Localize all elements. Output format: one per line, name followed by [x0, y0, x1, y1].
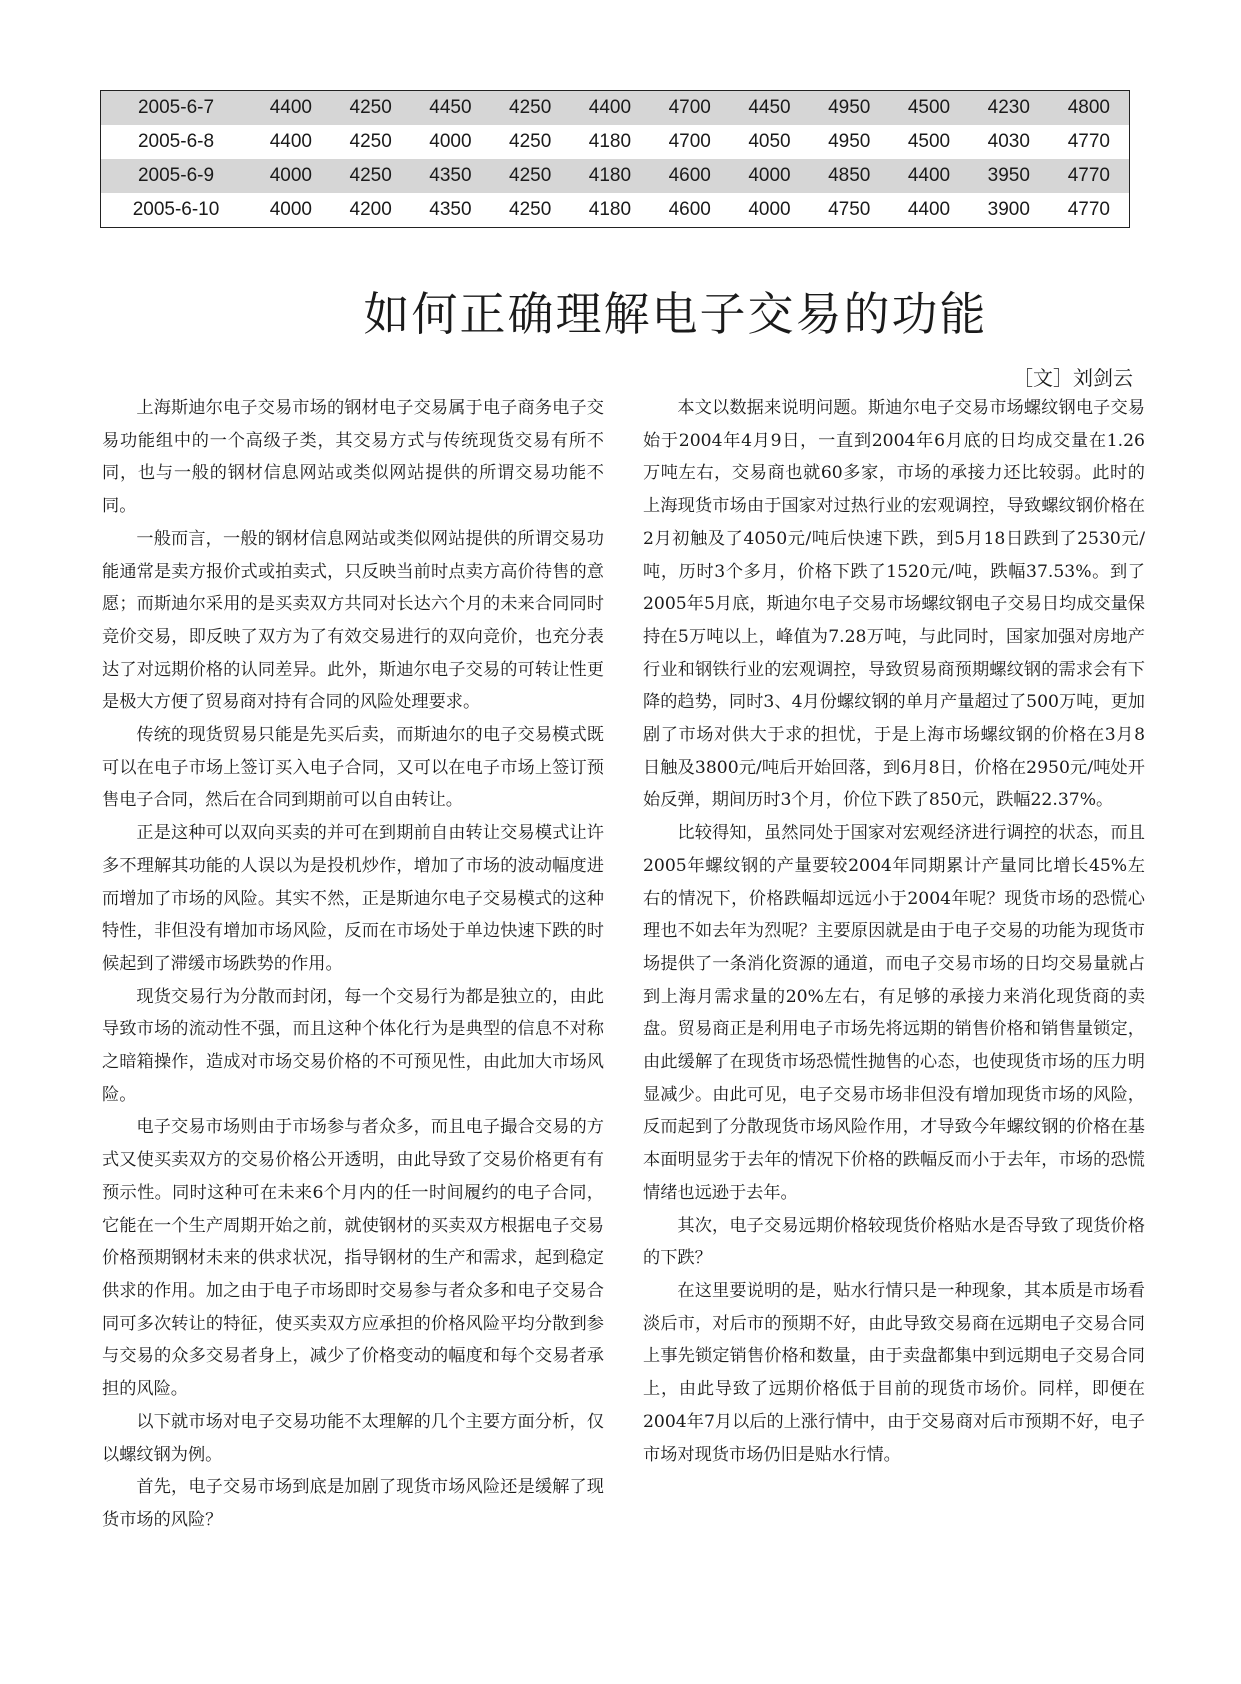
- table-cell-price: 4700: [668, 131, 711, 152]
- table-cell-date: 2005-6-10: [132, 199, 220, 220]
- table-cell-price: 4250: [509, 199, 552, 220]
- article-paragraph: 电子交易市场则由于市场参与者众多，而且电子撮合交易的方式又使买卖双方的交易价格公开透明，由此导致了交易价格更有有预示性。同时这种可在未来6个月内的任一时间履约的电子合同，它能在一个生产周期开始之前，就使钢材的买卖双方根据电子交易价格预期钢材未来的供求状况，指导钢材的生产和需求，起到稳定供求的作用。加之由于电子市场即时交易参与者众多和电子交易合同可多次转让的特征，使买卖双方应承担的价格风险平均分散到参与交易的众多交易者身上，减少了价格变动的幅度和每个交易者承担的风险。: [102, 1117, 604, 1400]
- table-cell-price: 4600: [668, 199, 711, 220]
- table-cell-date: 2005-6-7: [101, 91, 252, 126]
- table-cell-price: 4500: [889, 91, 969, 126]
- table-cell-price: 4950: [828, 131, 871, 152]
- table-cell-price: 4000: [429, 131, 472, 152]
- table-cell-price: 4850: [809, 159, 889, 193]
- table-cell-price: 4250: [509, 131, 552, 152]
- table-cell-price: 4400: [251, 91, 331, 126]
- table-cell-price: 4800: [1049, 91, 1130, 126]
- right-column: [643, 392, 1145, 1471]
- price-table: [100, 90, 1130, 228]
- article-paragraph: 上海斯迪尔电子交易市场的钢材电子交易属于电子商务电子交易功能组中的一个高级子类，其交易方式与传统现货交易有所不同，也与一般的钢材信息网站或类似网站提供的所谓交易功能不同。: [102, 398, 604, 517]
- author-byline: ［文］刘剑云: [1013, 366, 1133, 390]
- table-cell-price: 4400: [570, 91, 650, 126]
- left-column: [102, 392, 604, 1537]
- article-title: 如何正确理解电子交易的功能: [363, 287, 988, 341]
- table-row: [101, 193, 1130, 228]
- article-paragraph: 本文以数据来说明问题。斯迪尔电子交易市场螺纹钢电子交易始于2004年4月9日，一直到2004年6月底的日均成交量在1.26万吨左右，交易商也就60多家，市场的承接力还比较弱。此时的上海现货市场由于国家对过热行业的宏观调控，导致螺纹钢价格在2月初触及了4050元/吨后快速下跌，到5月18日跌到了2530元/吨，历时3个多月，价格下跌了1520元/吨，跌幅37.53%。到了2005年5月底，斯迪尔电子交易市场螺纹钢电子交易日均成交量保持在5万吨以上，峰值为7.28万吨，与此同时，国家加强对房地产行业和钢铁行业的宏观调控，导致贸易商预期螺纹钢的需求会有下降的趋势，同时3、4月份螺纹钢的单月产量超过了500万吨，更加剧了市场对供大于求的担忧，于是上海市场螺纹钢的价格在3月8日触及3800元/吨后开始回落，到6月8日，价格在2950元/吨处开始反弹，期间历时3个月，价位下跌了850元，跌幅22.37%。: [643, 398, 1145, 811]
- table-cell-price: 4250: [331, 159, 411, 193]
- article-paragraph: 其次，电子交易远期价格较现货价格贴水是否导致了现货价格的下跌？: [643, 1215, 1145, 1269]
- table-cell-price: 4250: [349, 131, 392, 152]
- table-cell-price: 4000: [730, 159, 810, 193]
- table-cell-price: 4600: [650, 159, 730, 193]
- table-cell-price: 4770: [1067, 131, 1110, 152]
- table-cell-price: 4350: [411, 159, 491, 193]
- table-cell-price: 4230: [969, 91, 1049, 126]
- table-cell-date: 2005-6-8: [137, 131, 215, 152]
- table-cell-price: 4700: [650, 91, 730, 126]
- table-cell-price: 4450: [411, 91, 491, 126]
- table-cell-price: 4180: [570, 159, 650, 193]
- table-cell-price: 4050: [748, 131, 791, 152]
- table-cell-price: 4450: [730, 91, 810, 126]
- table-cell-price: 4500: [907, 131, 951, 152]
- table-cell-price: 4400: [269, 131, 313, 152]
- article-paragraph: 传统的现货贸易只能是先买后卖，而斯迪尔的电子交易模式既可以在电子市场上签订买入电子合同，又可以在电子市场上签订预售电子合同，然后在合同到期前可以自由转让。: [102, 725, 604, 811]
- table-cell-price: 4250: [490, 91, 570, 126]
- table-cell-price: 4950: [809, 91, 889, 126]
- table-cell-price: 4250: [331, 91, 411, 126]
- table-cell-price: 4000: [269, 199, 313, 220]
- table-cell-price: 4770: [1049, 159, 1130, 193]
- table-cell-price: 3900: [987, 199, 1030, 220]
- price-table-body: [101, 91, 1130, 228]
- table-cell-price: 3950: [969, 159, 1049, 193]
- table-cell-price: 4350: [429, 199, 472, 220]
- table-cell-price: 4750: [828, 199, 871, 220]
- table-cell-price: 4180: [588, 199, 632, 220]
- table-cell-date: 2005-6-9: [101, 159, 252, 193]
- article-paragraph: 以下就市场对电子交易功能不太理解的几个主要方面分析，仅以螺纹钢为例。: [102, 1411, 604, 1465]
- table-cell-price: 4000: [251, 159, 331, 193]
- article-paragraph: 在这里要说明的是，贴水行情只是一种现象，其本质是市场看淡后市，对后市的预期不好，由此导致交易商在远期电子交易合同上事先锁定销售价格和数量，由于卖盘都集中到远期电子交易合同上，由此导致了远期价格低于目前的现货市场价。同样，即便在2004年7月以后的上涨行情中，由于交易商对后市预期不好，电子市场对现货市场仍旧是贴水行情。: [643, 1280, 1145, 1465]
- table-cell-price: 4180: [588, 131, 632, 152]
- table-row: [101, 91, 1130, 126]
- article-paragraph: 现货交易行为分散而封闭，每一个交易行为都是独立的，由此导致市场的流动性不强，而且这种个体化行为是典型的信息不对称之暗箱操作，造成对市场交易价格的不可预见性，由此加大市场风险。: [102, 986, 604, 1105]
- table-row: [101, 159, 1130, 193]
- table-cell-price: 4200: [349, 199, 392, 220]
- table-cell-price: 4770: [1067, 199, 1110, 220]
- article-paragraph: 首先，电子交易市场到底是加剧了现货市场风险还是缓解了现货市场的风险？: [102, 1477, 604, 1530]
- article-paragraph: 比较得知，虽然同处于国家对宏观经济进行调控的状态，而且2005年螺纹钢的产量要较2004年同期累计产量同比增长45%左右的情况下，价格跌幅却远远小于2004年呢？现货市场的恐慌心理也不如去年为烈呢？主要原因就是由于电子交易的功能为现货市场提供了一条消化资源的通道，而电子交易市场的日均交易量就占到上海月需求量的20%左右，有足够的承接力来消化现货商的卖盘。贸易商正是利用电子市场先将远期的销售价格和销售量锁定，由此缓解了在现货市场恐慌性抛售的心态，也使现货市场的压力明显减少。由此可见，电子交易市场非但没有增加现货市场的风险，反而起到了分散现货市场风险作用，才导致今年螺纹钢的价格在基本面明显劣于去年的情况下价格的跌幅反而小于去年，市场的恐慌情绪也远逊于去年。: [643, 823, 1145, 1203]
- table-row: [101, 125, 1130, 159]
- article-paragraph: 一般而言，一般的钢材信息网站或类似网站提供的所谓交易功能通常是卖方报价式或拍卖式，只反映当前时点卖方高价待售的意愿；而斯迪尔采用的是买卖双方共同对长达六个月的未来合同同时竞价交易，即反映了双方为了有效交易进行的双向竞价，也充分表达了对远期价格的认同差异。此外，斯迪尔电子交易的可转让性更是极大方便了贸易商对持有合同的风险处理要求。: [102, 528, 604, 713]
- table-cell-price: 4250: [490, 159, 570, 193]
- table-cell-price: 4400: [889, 159, 969, 193]
- article-paragraph: 正是这种可以双向买卖的并可在到期前自由转让交易模式让许多不理解其功能的人误以为是投机炒作，增加了市场的波动幅度进而增加了市场的风险。其实不然，正是斯迪尔电子交易模式的这种特性，非但没有增加市场风险，反而在市场处于单边快速下跌的时候起到了滞缓市场跌势的作用。: [102, 823, 604, 974]
- table-cell-price: 4400: [907, 199, 951, 220]
- table-cell-price: 4000: [748, 199, 791, 220]
- table-cell-price: 4030: [987, 131, 1030, 152]
